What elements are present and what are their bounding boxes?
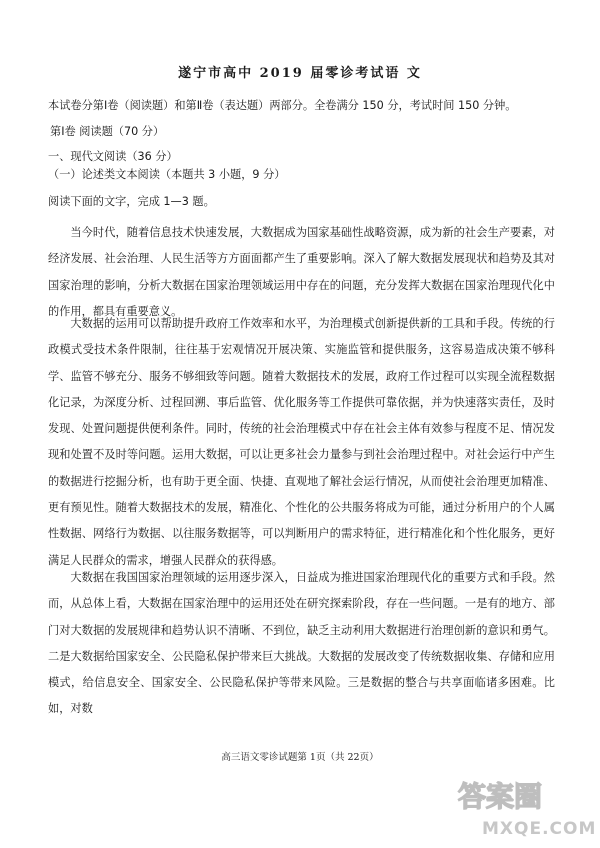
section-heading-part1: 第Ⅰ卷 阅读题（70 分） [50,125,165,138]
watermark-logo-text: 答案圈 [458,780,543,813]
paragraph-text: 当今时代，随着信息技术快速发展，大数据成为国家基础性战略资源，成为新的社会生产要素，对经济发展、社会治理、人民生活等方方面面都产生了重要影响。深入了解大数据发展现状和趋势及其对国家治理的影响，分析大数据在国家治理领域运用中存在的问题，充分发挥大数据在国家治理现代化中的作用，都具有重要意义。 [48,226,555,318]
page-footer: 高三语文零诊试题第 1页（共 22页） [221,752,379,763]
paragraph-2 [48,311,555,574]
paragraph-1 [48,220,555,325]
exam-info: 本试卷分第Ⅰ卷（阅读题）和第Ⅱ卷（表达题）两部分。全卷满分 150 分，考试时间 150 分钟。 [48,99,517,112]
watermark-logo [452,772,597,842]
page-title: 遂宁市高中 2019 届零诊考试语 文 [178,66,422,81]
paragraph-text: 大数据在我国国家治理领域的运用逐步深入，日益成为推进国家治理现代化的重要方式和手段。然而，从总体上看，大数据在国家治理中的运用还处在研究探索阶段，存在一些问题。一是有的地方、部门对大数据的发展规律和趋势认识不清晰、不到位，缺乏主动利用大数据进行治理创新的意识和勇气。二是大数据给国家安全、公民隐私保护带来巨大挑战。大数据的发展改变了传统数据收集、存储和应用模式，给信息安全、国家安全、公民隐私保护等带来风险。三是数据的整合与共享面临诸多困难。比如，对数 [48,571,555,716]
paragraph-text: 大数据的运用可以帮助提升政府工作效率和水平，为治理模式创新提供新的工具和手段。传统的行政模式受技术条件限制，往往基于宏观情况开展决策、实施监管和提供服务，这容易造成决策不够科学、监管不够充分、服务不够细致等问题。随着大数据技术的发展，政府工作过程可以实现全流程数据化记录，为深度分析、过程回溯、事后监管、优化服务等工作提供可靠依据，并为快速落实责任，及时发现、处置问题提供便利条件。同时，传统的社会治理模式中存在社会主体有效参与程度不足、情况发现和处置不及时等问题。运用大数据，可以让更多社会力量参与到社会治理过程中。对社会运行中产生的数据进行挖掘分析，也有助于更全面、快捷、直观地了解社会运行情况，从而使社会治理更加精准、更有预见性。随着大数据技术的发展，精准化、个性化的公共服务将成为可能，通过分析用户的个人属性数据、网络行为数据、以往服务数据等，可以判断用户的需求特征，进行精准化和个性化服务，更好满足人民群众的需求，增强人民群众的获得感。 [48,317,555,567]
paragraph-3 [48,565,555,716]
watermark-url: MXQE.COM [482,819,597,839]
section-heading-argumentative: （一）论述类文本阅读（本题共 3 小题，9 分） [48,168,286,181]
reading-instruction: 阅读下面的文字，完成 1—3 题。 [48,195,215,208]
section-heading-modern-reading: 一、现代文阅读（36 分） [48,150,178,163]
